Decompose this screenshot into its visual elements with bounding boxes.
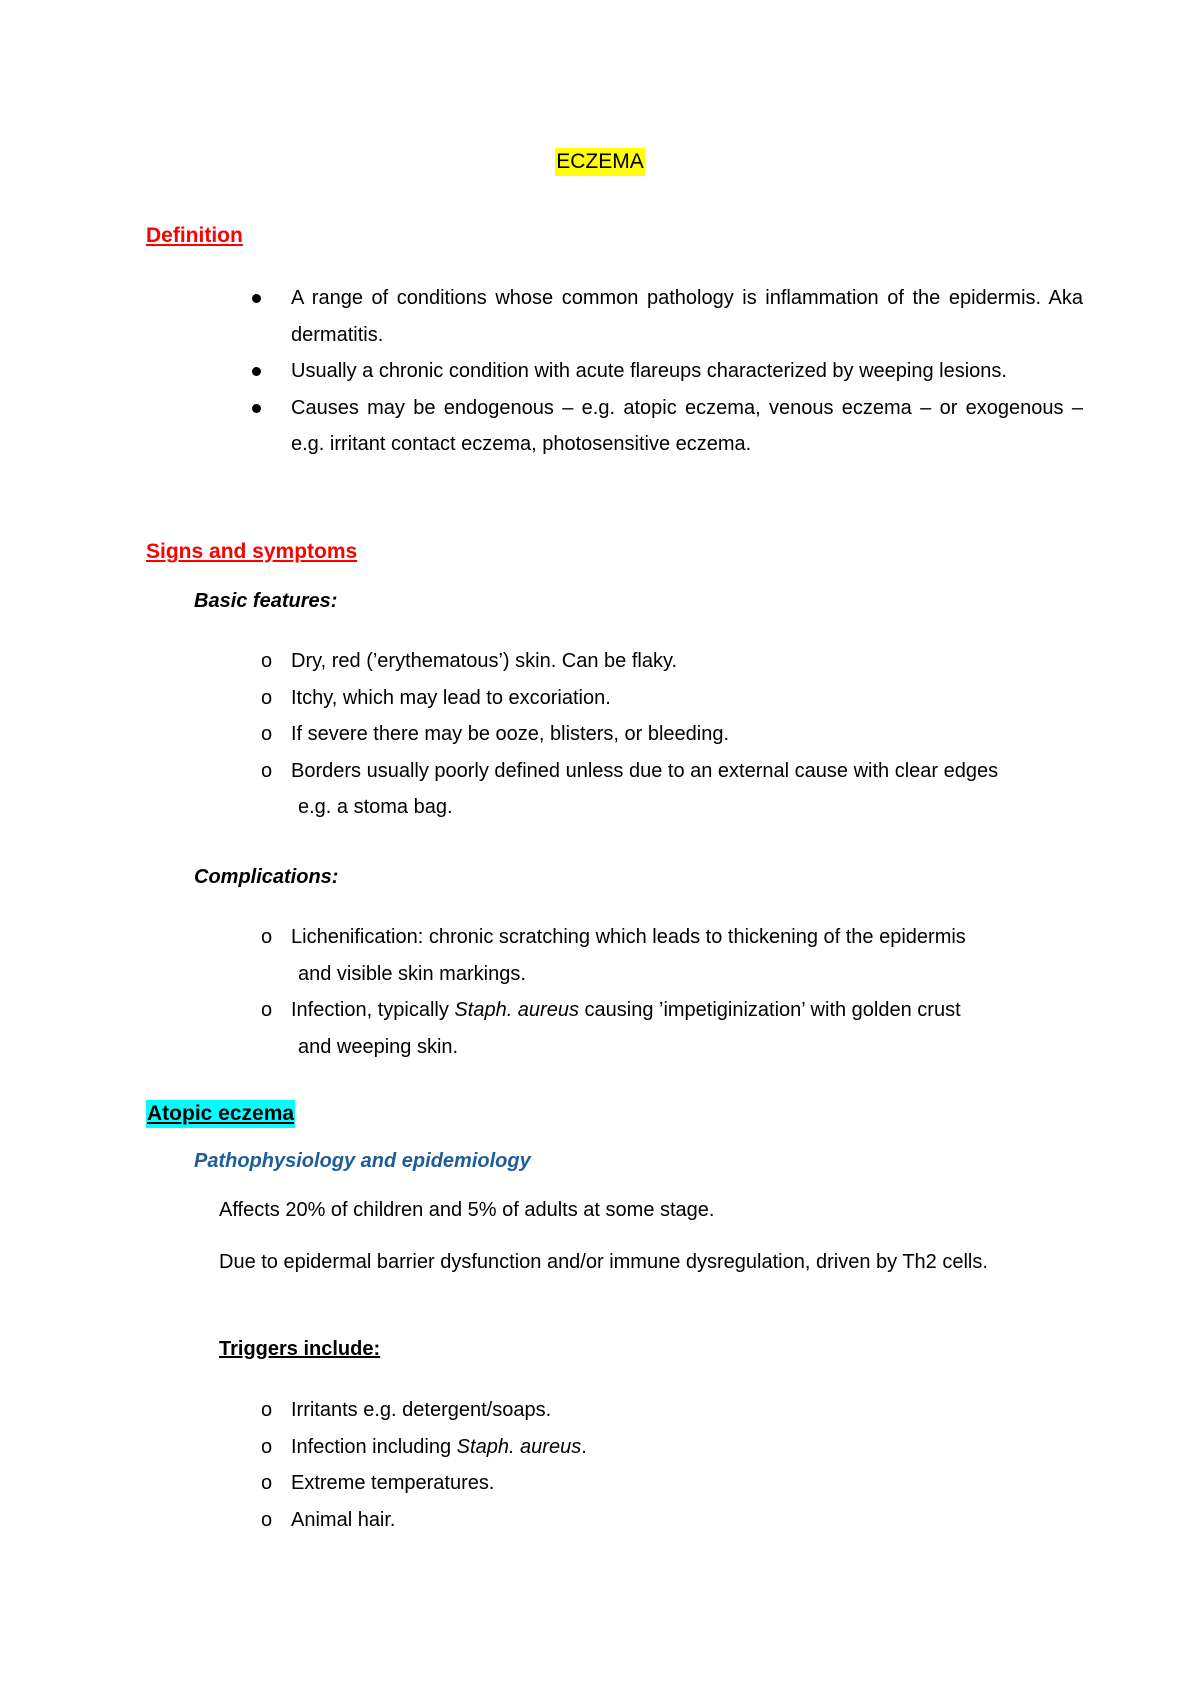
complications-list	[0, 919, 1200, 1065]
list-item	[0, 753, 1200, 826]
trigger-2-text-pre: Infection including	[291, 1435, 457, 1458]
bullet-circle-icon: o	[261, 1508, 273, 1531]
bullet-circle-icon: o	[261, 1435, 273, 1458]
trigger-2-text-post: .	[581, 1435, 587, 1458]
trigger-3: Extreme temperatures.	[291, 1472, 495, 1494]
definition-list	[0, 280, 1200, 463]
basic-item-3: If severe there may be ooze, blisters, or bleeding.	[291, 723, 730, 745]
list-item	[0, 1392, 1200, 1429]
bullet-circle-icon: o	[261, 759, 273, 782]
bullet-circle-icon: o	[261, 1472, 273, 1494]
complication-1-line-1: Lichenification: chronic scratching which leads to thickening of the epidermis	[291, 926, 966, 948]
list-item	[0, 280, 1200, 353]
bullet-circle-icon: o	[261, 999, 273, 1021]
bullet-circle-icon: o	[261, 686, 273, 709]
trigger-4: Animal hair.	[291, 1508, 396, 1531]
complication-1-line-2: and visible skin markings.	[298, 962, 526, 985]
triggers-list	[0, 1392, 1200, 1538]
list-item	[0, 1502, 1200, 1539]
document-title: ECZEMA	[555, 148, 645, 176]
bullet-circle-icon: o	[261, 1399, 273, 1421]
list-item	[0, 643, 1200, 680]
pathophysiology-heading: Pathophysiology and epidemiology	[194, 1150, 531, 1172]
basic-features-heading: Basic features:	[194, 590, 338, 612]
bullet-circle-icon: o	[261, 723, 273, 745]
complication-2-line-2: and weeping skin.	[298, 1035, 459, 1058]
atopic-paragraph-2: Due to epidermal barrier dysfunction and/or immune dysregulation, driven by Th2 cells.	[219, 1251, 988, 1273]
atopic-heading: Atopic eczema	[146, 1100, 295, 1128]
trigger-2	[291, 1436, 587, 1458]
complication-2-text-post: causing ’impetiginization’ with golden crust	[578, 999, 961, 1021]
basic-item-4-line-1: Borders usually poorly defined unless due to an external cause with clear edges	[291, 759, 999, 782]
list-item	[0, 680, 1200, 717]
definition-item-3: Causes may be endogenous – e.g. atopic eczema, venous eczema – or exogenous – e.g. irritant contact eczema, photosensitive eczema.	[291, 396, 1083, 455]
list-item	[0, 390, 1200, 463]
complications-heading: Complications:	[194, 866, 339, 888]
basic-item-2: Itchy, which may lead to excoriation.	[291, 686, 611, 709]
list-item	[0, 1429, 1200, 1466]
trigger-1: Irritants e.g. detergent/soaps.	[291, 1399, 552, 1421]
bullet-circle-icon: o	[261, 926, 273, 948]
definition-item-2: Usually a chronic condition with acute flareups characterized by weeping lesions.	[291, 360, 1007, 382]
bullet-dot-icon	[252, 294, 261, 303]
title-container	[0, 148, 1200, 176]
bullet-dot-icon	[252, 404, 261, 413]
basic-item-1: Dry, red (’erythematous’) skin. Can be flaky.	[291, 650, 678, 672]
signs-heading: Signs and symptoms	[146, 540, 358, 563]
trigger-2-text-italic: Staph. aureus	[456, 1435, 582, 1458]
list-item	[0, 716, 1200, 753]
definition-item-1: A range of conditions whose common pathology is inflammation of the epidermis. Aka dermatitis.	[291, 287, 1083, 346]
complication-2-text-pre: Infection, typically	[291, 999, 455, 1021]
complication-2-line-1	[291, 992, 1083, 1029]
triggers-heading: Triggers include:	[219, 1338, 381, 1360]
complication-2-text-italic: Staph. aureus	[454, 999, 579, 1021]
definition-heading: Definition	[146, 224, 243, 247]
bullet-dot-icon	[252, 367, 261, 376]
list-item	[0, 919, 1200, 992]
list-item	[0, 353, 1200, 390]
basic-features-list	[0, 643, 1200, 826]
list-item	[0, 1465, 1200, 1502]
bullet-circle-icon: o	[261, 650, 273, 672]
basic-item-4-line-2: e.g. a stoma bag.	[298, 796, 453, 818]
list-item	[0, 992, 1200, 1065]
atopic-paragraph-1: Affects 20% of children and 5% of adults at some stage.	[219, 1199, 715, 1221]
